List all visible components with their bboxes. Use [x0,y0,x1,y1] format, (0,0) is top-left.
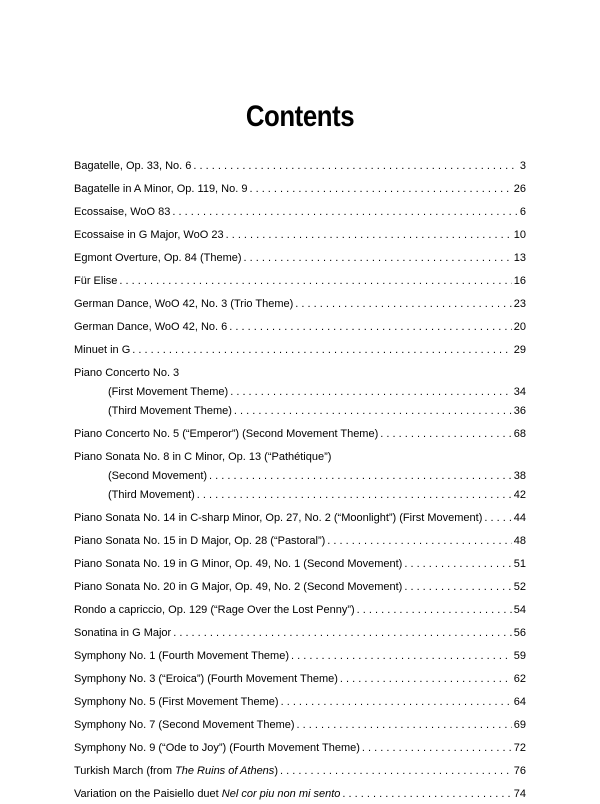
dot-leader [172,203,517,222]
toc-entry[interactable] [74,203,526,222]
toc-entry[interactable] [74,180,526,199]
entry-title-text: Variation on the Paisiello duet [74,788,222,800]
dot-leader [234,402,512,421]
entry-title: Piano Sonata No. 8 in C Minor, Op. 13 (“Pathétique”) [74,451,332,463]
toc-sub-entry[interactable] [74,383,526,402]
dot-leader [197,486,512,505]
page-title: Contents [245,100,355,133]
page-number: 59 [513,650,526,662]
dot-leader [327,532,511,551]
entry-title: Symphony No. 3 (“Eroica”) (Fourth Movement Theme) [74,673,338,685]
entry-title: (Second Movement) [108,470,208,482]
toc-entry[interactable] [74,762,526,781]
entry-title: Piano Sonata No. 15 in D Major, Op. 28 (“Pastoral”) [74,535,326,547]
dot-leader [132,341,512,360]
page-number: 52 [513,581,526,593]
toc-entry[interactable] [74,716,526,735]
entry-title: Symphony No. 1 (Fourth Movement Theme) [74,650,289,662]
page-number: 42 [513,489,526,501]
dot-leader [226,226,512,245]
page-number: 29 [513,344,526,356]
entry-title: Symphony No. 9 (“Ode to Joy”) (Fourth Movement Theme) [74,742,360,754]
page-number: 34 [513,386,526,398]
dot-leader [484,509,511,528]
entry-title-italic: The Ruins of Athens [175,765,275,777]
page-number: 38 [513,470,526,482]
toc-entry[interactable] [74,157,526,176]
dot-leader [193,157,517,176]
toc-sub-entry[interactable] [74,467,526,486]
page-number: 44 [513,512,526,524]
toc-entry[interactable] [74,249,526,268]
toc-entry[interactable] [74,509,526,528]
entry-title: Rondo a capriccio, Op. 129 (“Rage Over the Lost Penny”) [74,604,355,616]
entry-title: Piano Concerto No. 5 (“Emperor”) (Second Movement Theme) [74,428,379,440]
page-number: 10 [513,229,526,241]
toc-entry[interactable] [74,272,526,291]
toc-entry[interactable] [74,226,526,245]
entry-title: German Dance, WoO 42, No. 3 (Trio Theme) [74,298,294,310]
page-number: 64 [513,696,526,708]
entry-title: Symphony No. 7 (Second Movement Theme) [74,719,295,731]
toc-entry[interactable] [74,670,526,689]
page-number: 51 [513,558,526,570]
toc-entry[interactable] [74,425,526,444]
toc-entry[interactable] [74,578,526,597]
entry-title: Egmont Overture, Op. 84 (Theme) [74,252,242,264]
dot-leader [280,762,512,781]
dot-leader [249,180,511,199]
entry-title: Ecossaise, WoO 83 [74,206,171,218]
dot-leader [297,716,512,735]
entry-title: (Third Movement Theme) [108,405,232,417]
page-number: 68 [513,428,526,440]
entry-title-italic: Nel cor piu non mi sento [221,788,341,800]
dot-leader [173,624,512,643]
page-number: 26 [513,183,526,195]
dot-leader [357,601,512,620]
toc-entry[interactable] [74,693,526,712]
toc-entry[interactable] [74,295,526,314]
page-number: 69 [513,719,526,731]
dot-leader [230,383,512,402]
dot-leader [119,272,511,291]
entry-title: Für Elise [74,275,118,287]
page-number: 6 [519,206,526,218]
dot-leader [342,785,511,804]
entry-title: (Third Movement) [108,489,195,501]
dot-leader [291,647,512,666]
entry-title-text: Turkish March (from [74,765,176,777]
entry-title: Piano Sonata No. 19 in G Minor, Op. 49, No. 1 (Second Movement) [74,558,403,570]
page-number: 54 [513,604,526,616]
toc-entry[interactable] [74,532,526,551]
page-number: 23 [513,298,526,310]
toc-entry[interactable] [74,624,526,643]
entry-title: Symphony No. 5 (First Movement Theme) [74,696,279,708]
toc-entry[interactable] [74,341,526,360]
entry-title: Bagatelle in A Minor, Op. 119, No. 9 [74,183,248,195]
page-number: 72 [513,742,526,754]
page-number: 62 [513,673,526,685]
dot-leader [209,467,512,486]
toc-entry[interactable] [74,739,526,758]
page-number: 13 [513,252,526,264]
page-number: 20 [513,321,526,333]
toc-entry[interactable] [74,785,526,804]
table-of-contents [74,157,526,804]
entry-title: Ecossaise in G Major, WoO 23 [74,229,224,241]
dot-leader [340,670,512,689]
entry-title: Minuet in G [74,344,131,356]
page-number: 3 [519,160,526,172]
page-number: 74 [513,788,526,800]
page-number: 16 [513,275,526,287]
entry-title: Sonatina in G Major [74,627,172,639]
entry-title: Piano Sonata No. 14 in C-sharp Minor, Op. 27, No. 2 (“Moonlight”) (First Movement) [74,512,483,524]
dot-leader [362,739,512,758]
dot-leader [229,318,511,337]
entry-title [74,762,280,781]
toc-entry[interactable] [74,555,526,574]
page-number: 76 [513,765,526,777]
toc-sub-entry[interactable] [74,402,526,421]
dot-leader [295,295,511,314]
dot-leader [404,555,511,574]
dot-leader [404,578,511,597]
entry-title: Piano Concerto No. 3 [74,367,180,379]
toc-entry[interactable] [74,647,526,666]
dot-leader [281,693,512,712]
entry-title: (First Movement Theme) [108,386,229,398]
toc-heading [74,448,526,467]
toc-entry[interactable] [74,318,526,337]
toc-heading [74,364,526,383]
page-number: 36 [513,405,526,417]
dot-leader [380,425,511,444]
entry-title [74,785,342,804]
toc-entry[interactable] [74,601,526,620]
entry-title: Piano Sonata No. 20 in G Major, Op. 49, No. 2 (Second Movement) [74,581,403,593]
entry-title-suffix: ) [274,765,278,777]
page-number: 48 [513,535,526,547]
entry-title: German Dance, WoO 42, No. 6 [74,321,228,333]
entry-title: Bagatelle, Op. 33, No. 6 [74,160,192,172]
toc-sub-entry[interactable] [74,486,526,505]
page-number: 56 [513,627,526,639]
dot-leader [244,249,512,268]
